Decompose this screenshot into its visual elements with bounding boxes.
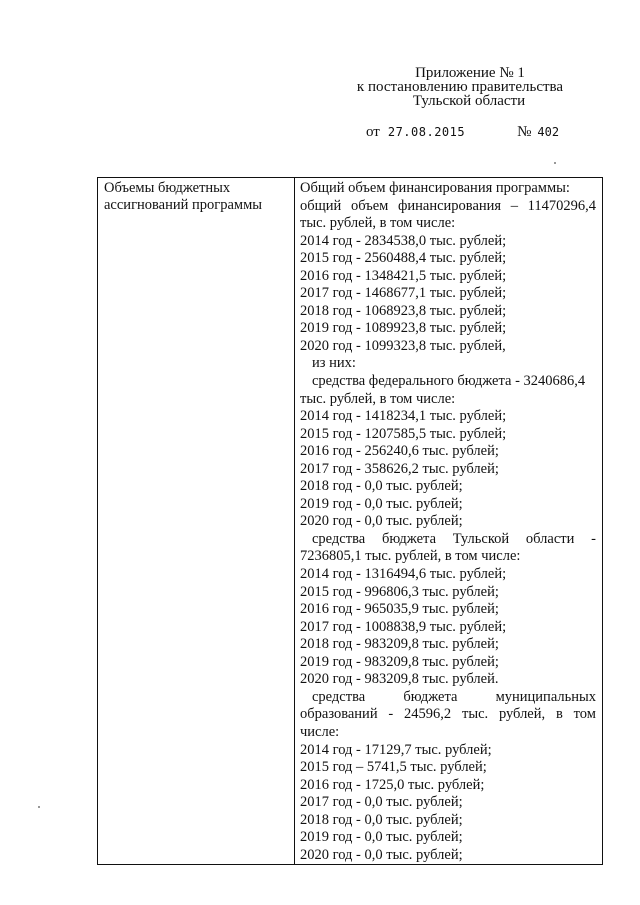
federal-budget-line: средства федерального бюджета - 3240686,4 xyxy=(312,373,586,390)
total-year-line: 2016 год - 1348421,5 тыс. рублей; xyxy=(300,267,507,284)
regional-year-line: 2020 год - 983209,8 тыс. рублей. xyxy=(300,671,499,688)
regional-year-line: 2019 год - 983209,8 тыс. рублей; xyxy=(300,653,499,670)
word: 24596,2 xyxy=(404,706,452,723)
word: – xyxy=(510,197,518,214)
word: в xyxy=(555,706,563,723)
word: муниципальных xyxy=(495,688,596,705)
federal-year-line: 2014 год - 1418234,1 тыс. рублей; xyxy=(300,408,507,425)
total-year-line: 2015 год - 2560488,4 тыс. рублей; xyxy=(300,250,507,267)
municipal-year-line: 2016 год - 1725,0 тыс. рублей; xyxy=(300,776,485,793)
federal-year-line: 2015 год - 1207585,5 тыс. рублей; xyxy=(300,425,507,442)
left-cell-line: Объемы бюджетных xyxy=(104,180,231,196)
word: образований xyxy=(300,706,378,723)
regional-year-line: 2014 год - 1316494,6 тыс. рублей; xyxy=(300,566,507,583)
regional-budget-line-2: 7236805,1 тыс. рублей, в том числе: xyxy=(300,548,521,565)
table-left-cell xyxy=(98,178,295,865)
order-number-label: № xyxy=(517,124,532,140)
of-them-label: из них: xyxy=(312,355,356,372)
word: бюджета xyxy=(381,530,437,547)
budget-table xyxy=(97,177,603,865)
municipal-year-line: 2020 год - 0,0 тыс. рублей; xyxy=(300,846,463,863)
word: общий xyxy=(300,197,342,214)
word: Тульской xyxy=(452,530,510,547)
order-reference xyxy=(366,124,559,141)
order-date: 27.08.2015 xyxy=(387,125,466,139)
order-number: 402 xyxy=(537,125,560,139)
regional-year-line: 2015 год - 996806,3 тыс. рублей; xyxy=(300,583,499,600)
total-year-line: 2019 год - 1089923,8 тыс. рублей; xyxy=(300,320,507,337)
municipal-budget-line-2 xyxy=(300,706,596,724)
municipal-year-line: 2015 год – 5741,5 тыс. рублей; xyxy=(300,759,487,776)
total-year-line: 2014 год - 2834538,0 тыс. рублей; xyxy=(300,232,507,249)
regional-budget-line xyxy=(300,531,596,549)
total-year-line: 2020 год - 1099323,8 тыс. рублей, xyxy=(300,337,506,354)
federal-year-line: 2017 год - 358626,2 тыс. рублей; xyxy=(300,460,499,477)
scan-speck xyxy=(38,806,40,808)
word: средства xyxy=(312,530,366,547)
federal-year-line: 2016 год - 256240,6 тыс. рублей; xyxy=(300,443,499,460)
municipal-year-line: 2014 год - 17129,7 тыс. рублей; xyxy=(300,741,492,758)
municipal-budget-line xyxy=(300,689,596,707)
word: средства xyxy=(312,688,366,705)
word: рублей, xyxy=(498,706,546,723)
appendix-subtitle: к постановлению правительства xyxy=(356,79,564,95)
regional-year-line: 2018 год - 983209,8 тыс. рублей; xyxy=(300,636,499,653)
financing-title: Общий объем финансирования программы: xyxy=(300,180,570,196)
left-cell-line: ассигнований программы xyxy=(104,197,263,213)
municipal-budget-line-3: числе: xyxy=(300,723,340,740)
total-financing-line-2: тыс. рублей, в том числе: xyxy=(300,215,456,232)
federal-year-line: 2020 год - 0,0 тыс. рублей; xyxy=(300,513,463,530)
word: бюджета xyxy=(403,688,458,705)
table-right-cell xyxy=(295,178,603,865)
federal-budget-line-2: тыс. рублей, в том числе: xyxy=(300,390,456,407)
scan-speck xyxy=(554,162,556,164)
total-year-line: 2017 год - 1468677,1 тыс. рублей; xyxy=(300,285,507,302)
word: том xyxy=(573,706,596,723)
word: 11470296,4 xyxy=(527,197,596,214)
federal-year-line: 2019 год - 0,0 тыс. рублей; xyxy=(300,495,463,512)
word: области xyxy=(525,530,575,547)
total-year-line: 2018 год - 1068923,8 тыс. рублей; xyxy=(300,302,507,319)
total-financing-line xyxy=(300,198,596,216)
word: объем xyxy=(350,197,389,214)
federal-year-line: 2018 год - 0,0 тыс. рублей; xyxy=(300,478,463,495)
regional-year-line: 2016 год - 965035,9 тыс. рублей; xyxy=(300,601,499,618)
word: тыс. xyxy=(461,706,489,723)
word: - xyxy=(591,530,596,547)
municipal-year-line: 2017 год - 0,0 тыс. рублей; xyxy=(300,794,463,811)
appendix-region: Тульской области xyxy=(412,93,526,109)
appendix-title: Приложение № 1 xyxy=(415,65,525,81)
document-header xyxy=(330,66,590,108)
order-from-label: от xyxy=(366,124,380,140)
municipal-year-line: 2019 год - 0,0 тыс. рублей; xyxy=(300,829,463,846)
regional-year-line: 2017 год - 1008838,9 тыс. рублей; xyxy=(300,618,507,635)
word: финансирования xyxy=(397,197,502,214)
municipal-year-line: 2018 год - 0,0 тыс. рублей; xyxy=(300,811,463,828)
word: - xyxy=(388,706,394,723)
